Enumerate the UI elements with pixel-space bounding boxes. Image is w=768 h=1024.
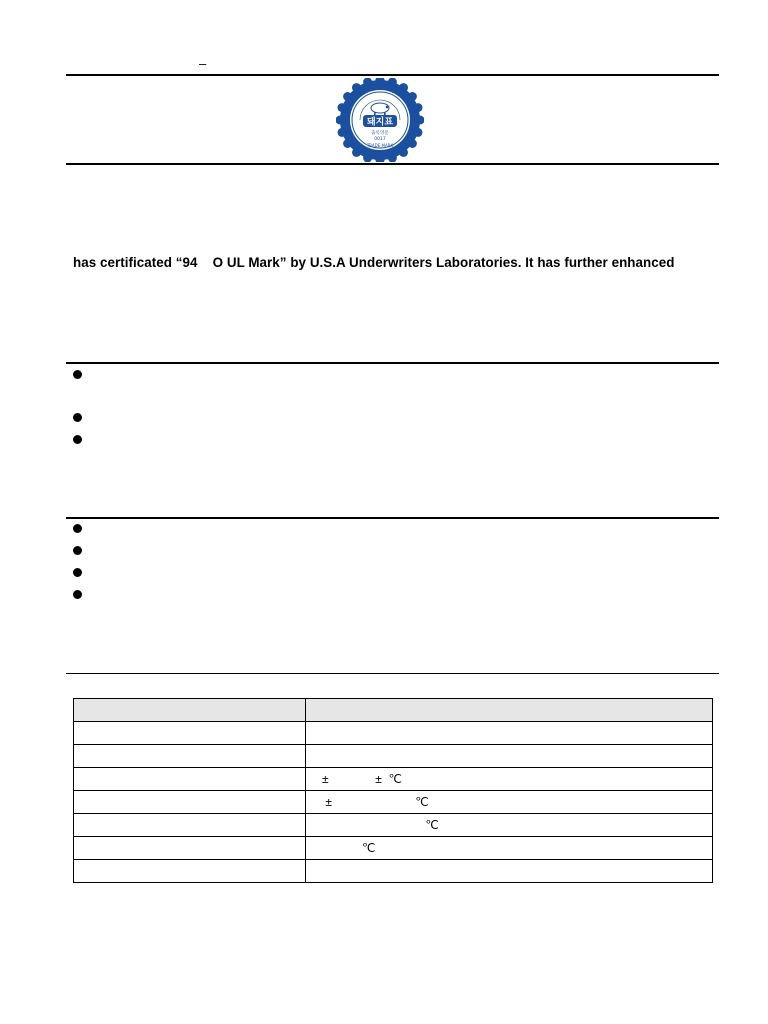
company-seal-logo bbox=[336, 78, 424, 162]
application-bullet bbox=[73, 546, 82, 555]
spec-value-cell: ℃ bbox=[306, 814, 713, 837]
application-bullet bbox=[73, 524, 82, 533]
seal-small-text-2: 0017 bbox=[374, 137, 386, 142]
spec-header-property bbox=[74, 699, 306, 722]
table-row bbox=[74, 722, 713, 745]
spec-section-rule bbox=[66, 673, 719, 674]
application-bullet bbox=[73, 568, 82, 577]
spec-property-cell bbox=[74, 791, 306, 814]
spec-value-cell: ± ± ℃ bbox=[306, 768, 713, 791]
features-section-rule bbox=[66, 362, 719, 364]
table-row bbox=[74, 837, 713, 860]
table-row bbox=[74, 791, 713, 814]
spec-table bbox=[73, 698, 713, 883]
feature-bullet bbox=[73, 413, 82, 422]
spec-property-cell bbox=[74, 860, 306, 883]
spec-value-cell bbox=[306, 722, 713, 745]
spec-property-cell bbox=[74, 745, 306, 768]
spec-table-header-row bbox=[74, 699, 713, 722]
application-bullet bbox=[73, 590, 82, 599]
certification-text: has certificated “94 O UL Mark” by U.S.A Underwriters Laboratories. It has further enhanced bbox=[73, 255, 675, 270]
spec-value-cell bbox=[306, 745, 713, 768]
feature-bullet bbox=[73, 370, 82, 379]
spec-property-cell bbox=[74, 837, 306, 860]
spec-property-cell bbox=[74, 768, 306, 791]
spec-value-cell: ± ℃ bbox=[306, 791, 713, 814]
spec-header-value bbox=[306, 699, 713, 722]
feature-bullet bbox=[73, 435, 82, 444]
header-top-rule bbox=[66, 74, 719, 76]
seal-center-text: 돼지표 bbox=[366, 117, 394, 128]
seal-bottom-text: TRADE MARK bbox=[366, 143, 394, 148]
table-row bbox=[74, 860, 713, 883]
spec-value-cell: ℃ bbox=[306, 837, 713, 860]
applications-section-rule bbox=[66, 517, 719, 519]
header-bottom-rule bbox=[66, 163, 719, 165]
header-dash: – bbox=[199, 56, 207, 71]
spec-property-cell bbox=[74, 722, 306, 745]
table-row bbox=[74, 745, 713, 768]
spec-property-cell bbox=[74, 814, 306, 837]
table-row bbox=[74, 814, 713, 837]
spec-value-cell bbox=[306, 860, 713, 883]
seal-small-text-1: 출록영문 bbox=[371, 131, 389, 136]
table-row bbox=[74, 768, 713, 791]
